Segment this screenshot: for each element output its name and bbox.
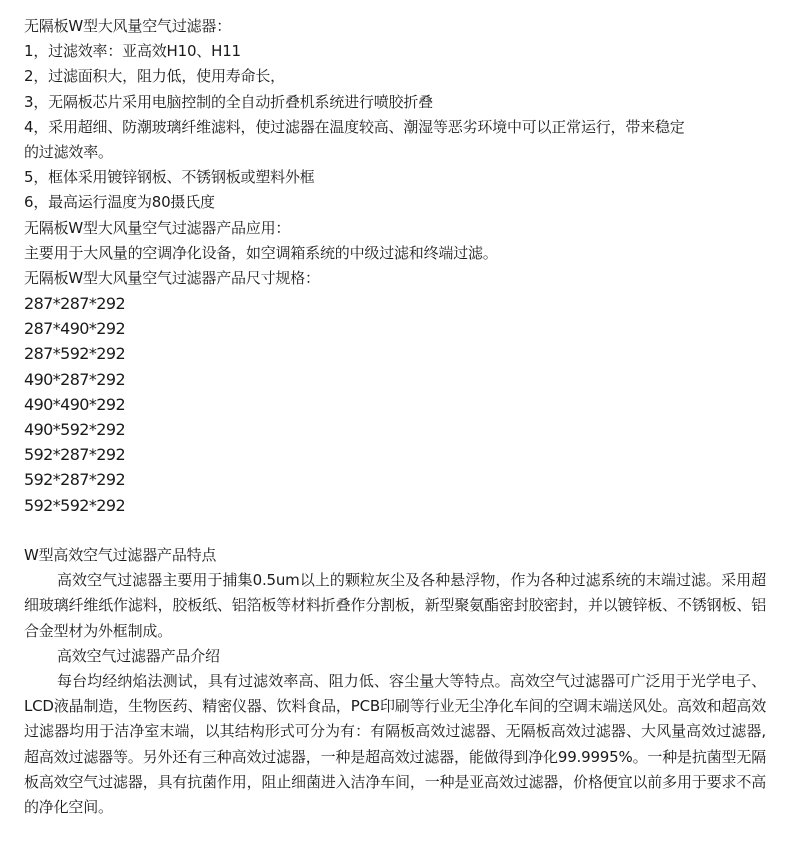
size-spec: 490*592*292 <box>24 420 126 439</box>
size-spec: 592*592*292 <box>24 495 126 515</box>
sizes-heading: 无隔板W型大风量空气过滤器产品尺寸规格： <box>24 268 320 287</box>
document-body <box>24 14 766 820</box>
size-spec: 287*287*292 <box>24 294 126 314</box>
feature-item-continuation: 的过滤效率。 <box>24 142 113 161</box>
size-spec: 592*287*292 <box>24 445 126 465</box>
feature-item: 1，过滤效率：亚高效H10、H11 <box>24 42 241 61</box>
size-spec: 490*287*292 <box>24 369 126 389</box>
size-spec: 287*592*292 <box>24 344 126 364</box>
size-spec: 592*287*292 <box>24 470 126 490</box>
feature-item: 3，无隔板芯片采用电脑控制的全自动折叠机系统进行喷胶折叠 <box>24 92 433 111</box>
features-heading: 无隔板W型大风量空气过滤器： <box>24 17 232 35</box>
size-spec: 490*490*292 <box>24 394 126 414</box>
w-features-heading: W型高效空气过滤器产品特点 <box>24 545 217 564</box>
w-features-paragraph: 高效空气过滤器主要用于捕集0.5um以上的颗粒灰尘及各种悬浮物，作为各种过滤系统的末端过滤。采用超细玻璃纤维纸作滤料，胶板纸、铝箔板等材料折叠作分割板，新型聚氨酯密封胶密封，并以镀锌板、不锈钢板、铝合金型材为外框制成。 <box>24 571 766 640</box>
feature-item: 4，采用超细、防潮玻璃纤维滤料，使过滤器在温度较高、潮湿等恶劣环境中可以正常运行，带来稳定 <box>24 117 685 136</box>
feature-item: 2，过滤面积大，阻力低，使用寿命长， <box>24 67 285 86</box>
size-spec: 287*490*292 <box>24 319 126 339</box>
blank-line <box>24 518 766 543</box>
intro-heading: 高效空气过滤器产品介绍 <box>57 646 220 665</box>
feature-item: 5，框体采用镀锌钢板、不锈钢板或塑料外框 <box>24 168 315 187</box>
application-heading: 无隔板W型大风量空气过滤器产品应用： <box>24 218 291 237</box>
application-text: 主要用于大风量的空调净化设备，如空调箱系统的中级过滤和终端过滤。 <box>24 243 498 262</box>
feature-item: 6，最高运行温度为80摄氏度 <box>24 193 215 212</box>
intro-paragraph: 每台均经纳焰法测试，具有过滤效率高、阻力低、容尘量大等特点。高效空气过滤器可广泛用于光学电子、LCD液晶制造，生物医药、精密仪器、饮料食品，PCB印刷等行业无尘净化车间的空调末端送风处。高效和超高效过滤器均用于洁净室末端，以其结构形式可分为有：有隔板高效过滤器、无隔板高效过滤器、大风量高效过滤器,超高效过滤器等。另外还有三种高效过滤器，一种是超高效过滤器，能做得到净化99.9995%。一种是抗菌型无隔板高效空气过滤器，具有抗菌作用，阻止细菌进入洁净车间，一种是亚高效过滤器，价格便宜以前多用于要求不高的净化空间。 <box>24 671 766 816</box>
